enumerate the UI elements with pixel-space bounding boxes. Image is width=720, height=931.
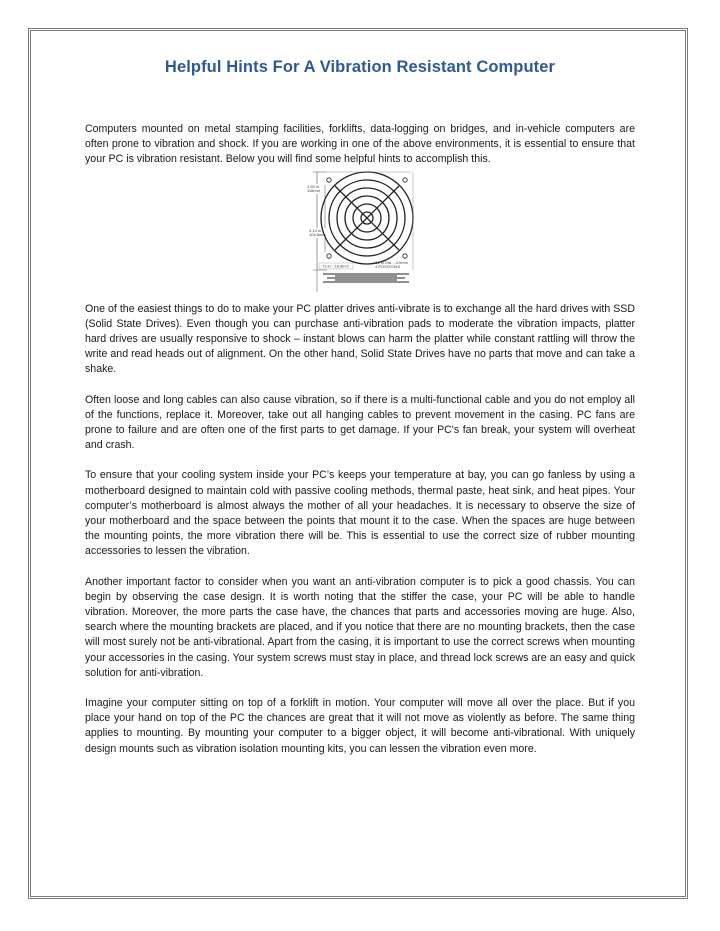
paragraph-chassis: Another important factor to consider when you want an anti-vibration computer is to pick a good chassis. You can begin by observing the case design. It is worth noting that the stiffer the case, your PC will be able to handle vibration. Moreover, the more parts the case have, the chances that parts and accessories moving are huge. Also, search where the mounting brackets are placed, and if you notice that there are no mounting brackets, then the case will most surely not be anti-vibrational. Apart from the casing, it is important to use the correct screws when mounting your accessories in the casing. Your system screws must stay in place, and thread lock screws are an easy and quick solution for anti-vibration. bbox=[85, 575, 635, 679]
paragraph-cables: Often loose and long cables can also cause vibration, so if there is a multi-functional cable and you do not employ all of the functions, replace it. Moreover, take out all hanging cables to prevent movement in the casing. PC fans are prone to failure and are often one of the first parts to get damage. If your PC's fan break, your system will overheat and crash. bbox=[85, 393, 635, 452]
svg-text:4 POSITIONS: 4 POSITIONS bbox=[375, 263, 401, 269]
paragraph-ssd: One of the easiest things to do to make your PC platter drives anti-vibrate is to exchange all the hard drives with SSD (Solid State Drives). Even though you can purchase anti-vibration pads to moderate the vibration impacts, platter hard drives are usually responsive to shock – instant blows can harm the platter while constant rattling will throw the write and read heads out of alignment. On the other hand, Solid State Drives have no parts that move and can take a shake. bbox=[85, 302, 635, 376]
svg-text:4.59 in: 4.59 in bbox=[307, 183, 320, 189]
fan-guard-drawing-icon bbox=[305, 170, 425, 294]
document-body bbox=[85, 122, 635, 757]
paragraph-cooling: To ensure that your cooling system inside your PC’s keeps your temperature at bay, you can go fanless by using a motherboard designed to maintain cold with passive cooling methods, thermal paste, heat sink, and heat pipes. Your computer’s motherboard is almost always the mother of all your headaches. It is necessary to observe the size of your motherboard and the space between the points that mount it to the case. When the spaces are huge between the mounting points, the more vibration there will be. This is essential to use the correct size of rubber mounting accessories to lessen the vibration. bbox=[85, 469, 635, 558]
page-title: Helpful Hints For A Vibration Resistant Computer bbox=[164, 58, 556, 76]
svg-text:161 in Dia. - 4.0mm: 161 in Dia. - 4.0mm bbox=[373, 259, 408, 265]
svg-text:.73 in - 18.8mm: .73 in - 18.8mm bbox=[321, 263, 349, 269]
paragraph-mounting: Imagine your computer sitting on top of a forklift in motion. Your computer will move all over the place. But if you place your hand on top of the PC the chances are great that it will not move as violently as before. The same thing applies to mounting. By mounting your computer to a bigger object, it will become anti-vibrational. With uniquely design mounts such as vibration isolation mounting kits, you can lessen the vibration even more. bbox=[85, 697, 635, 755]
svg-text:104.8mm: 104.8mm bbox=[309, 231, 326, 237]
svg-text:4.13 in: 4.13 in bbox=[309, 227, 322, 233]
fan-guard-figure bbox=[85, 170, 635, 294]
paragraph-intro: Computers mounted on metal stamping facilities, forklifts, data-logging on bridges, and in-vehicle computers are often prone to vibration and shock. If you are working in one of the above environments, it is essential to ensure that your PC is vibration resistant. Below you will find some helpful hints to accomplish this. bbox=[85, 123, 635, 166]
svg-text:116mm: 116mm bbox=[307, 187, 321, 193]
